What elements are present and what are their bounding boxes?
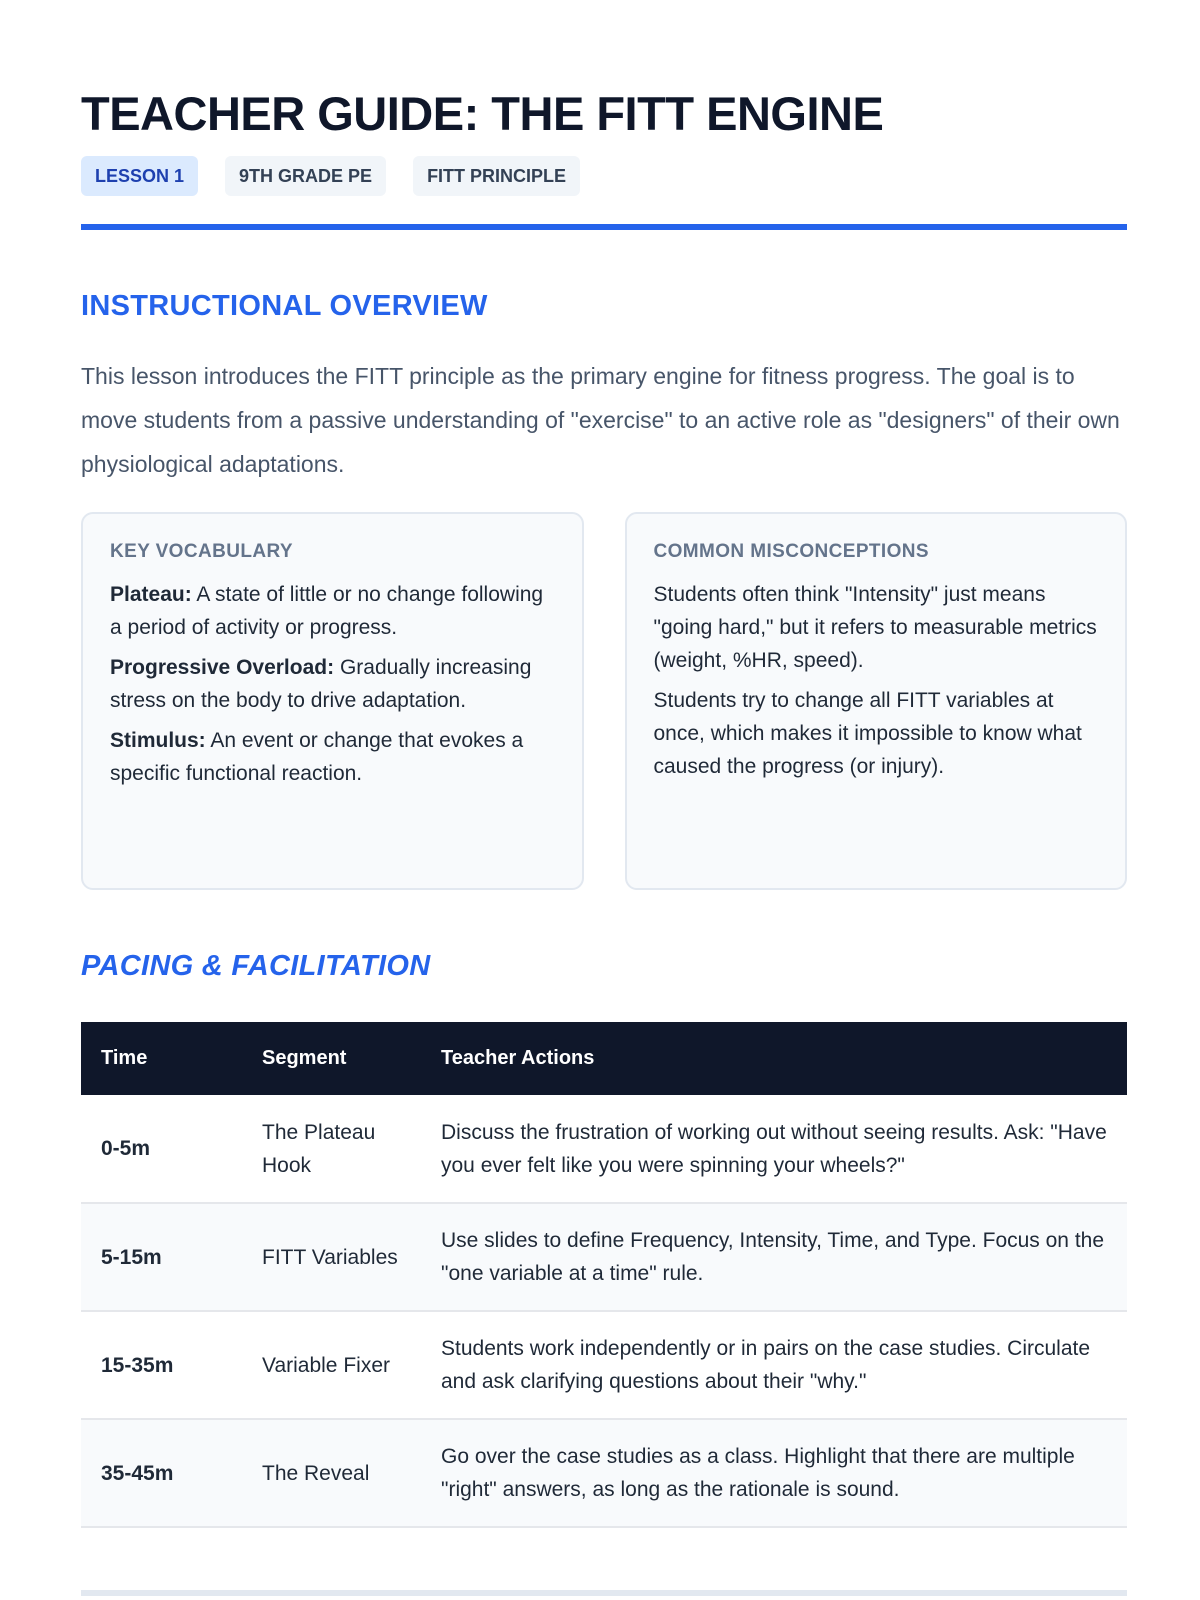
misconceptions-title: COMMON MISCONCEPTIONS — [653, 541, 929, 562]
info-cards — [81, 512, 1127, 890]
column-header-segment: Segment — [262, 1047, 347, 1069]
time-cell: 35-45m — [81, 1419, 242, 1527]
segment-cell: Variable Fixer — [242, 1311, 421, 1419]
column-header-time: Time — [101, 1047, 148, 1069]
time-cell: 0-5m — [81, 1095, 242, 1203]
vocabulary-item — [110, 651, 555, 717]
table-row — [81, 1095, 1127, 1203]
misconceptions-card — [625, 512, 1128, 890]
table-row — [81, 1311, 1127, 1419]
tag-topic: FITT PRINCIPLE — [413, 156, 580, 196]
time-cell: 15-35m — [81, 1311, 242, 1419]
segment-cell: FITT Variables — [242, 1203, 421, 1311]
actions-cell: Use slides to define Frequency, Intensity, Time, and Type. Focus on the "one variable at a time" rule. — [421, 1203, 1127, 1311]
vocabulary-card — [81, 512, 584, 890]
actions-cell: Go over the case studies as a class. Highlight that there are multiple "right" answers, as long as the rationale is sound. — [421, 1419, 1127, 1527]
tag-grade: 9TH GRADE PE — [225, 156, 386, 196]
vocabulary-definition: A state of little or no change following a period of activity or progress. — [110, 583, 544, 639]
overview-heading: INSTRUCTIONAL OVERVIEW — [81, 290, 488, 322]
time-cell: 5-15m — [81, 1203, 242, 1311]
vocabulary-term: Progressive Overload: — [110, 656, 335, 679]
pacing-heading: PACING & FACILITATION — [81, 950, 431, 982]
actions-cell: Discuss the frustration of working out without seeing results. Ask: "Have you ever felt like you were spinning your wheels?" — [421, 1095, 1127, 1203]
footer-divider — [81, 1590, 1127, 1596]
table-header-row — [81, 1022, 1127, 1095]
tag-lesson: LESSON 1 — [81, 156, 198, 196]
table-row — [81, 1419, 1127, 1527]
misconception-item: Students often think "Intensity" just means "going hard," but it refers to measurable metrics (weight, %HR, speed). — [653, 583, 1097, 672]
segment-cell: The Plateau Hook — [242, 1095, 421, 1203]
vocabulary-term: Plateau: — [110, 583, 192, 606]
overview-text: This lesson introduces the FITT principle as the primary engine for fitness progress. The goal is to move students from a passive understanding of "exercise" to an active role as "designers" of their own physiological adaptations. — [81, 363, 1120, 477]
column-header-actions: Teacher Actions — [441, 1047, 595, 1069]
page-title: TEACHER GUIDE: THE FITT ENGINE — [81, 87, 884, 140]
vocabulary-definition: An event or change that evokes a specific functional reaction. — [110, 729, 524, 785]
vocabulary-term: Stimulus: — [110, 729, 206, 752]
vocabulary-definition: Gradually increasing stress on the body to drive adaptation. — [110, 656, 532, 712]
segment-cell: The Reveal — [242, 1419, 421, 1527]
table-row — [81, 1203, 1127, 1311]
header-divider — [81, 224, 1127, 230]
tag-list — [81, 156, 1127, 196]
vocabulary-item — [110, 724, 555, 790]
misconception-item: Students try to change all FITT variables at once, which makes it impossible to know what caused the progress (or injury). — [653, 689, 1082, 778]
vocabulary-title: KEY VOCABULARY — [110, 541, 293, 562]
pacing-table — [81, 1022, 1127, 1528]
vocabulary-item — [110, 578, 555, 644]
actions-cell: Students work independently or in pairs on the case studies. Circulate and ask clarifying questions about their "why." — [421, 1311, 1127, 1419]
teacher-guide-page — [81, 0, 1127, 1528]
